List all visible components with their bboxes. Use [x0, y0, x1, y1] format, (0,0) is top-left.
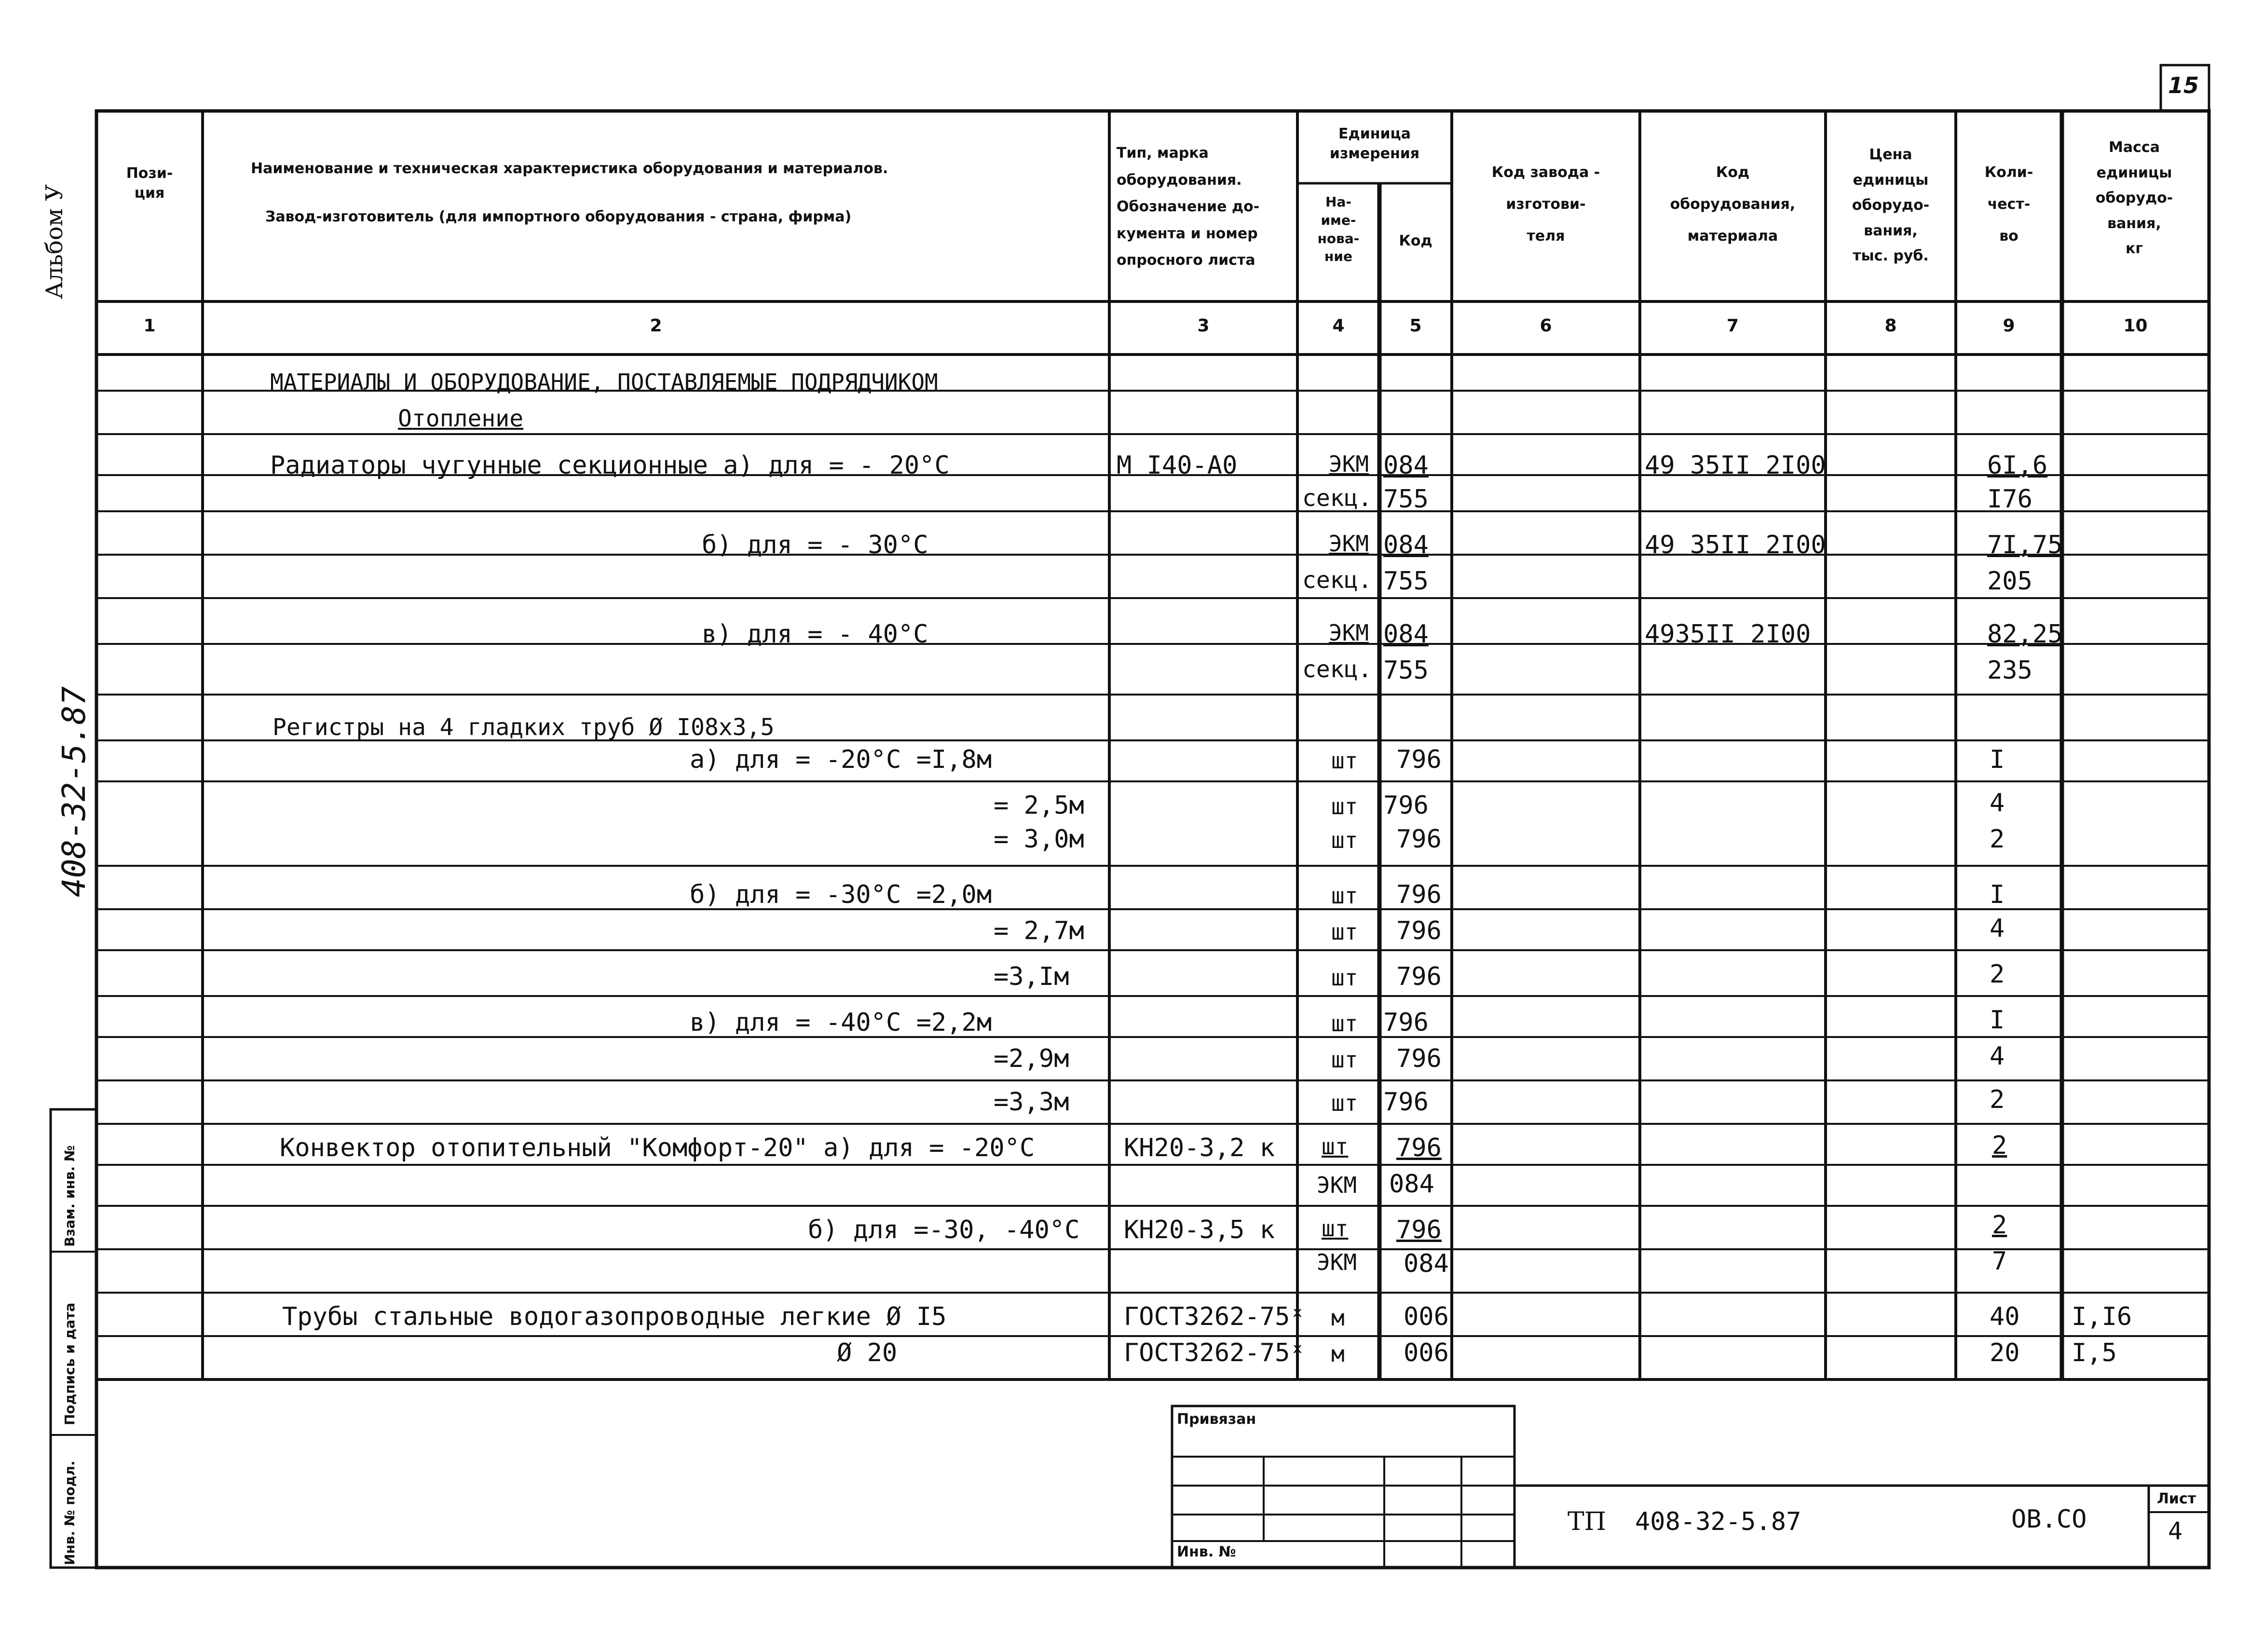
- row-code-10: 796: [1383, 791, 1429, 820]
- row-name-6: в) для = - 40°С: [702, 620, 928, 649]
- row-code-12: 796: [1396, 880, 1442, 909]
- stamp-signature-date: Подпись и дата: [62, 1302, 78, 1425]
- row-qty-2: 6I,6: [1987, 451, 2048, 480]
- row-code-3: 755: [1383, 485, 1429, 514]
- column-number-2: 2: [650, 316, 662, 336]
- column-number-4: 4: [1332, 316, 1345, 336]
- row-code-5: 755: [1383, 567, 1429, 596]
- row-qty-7: 235: [1987, 656, 2032, 685]
- row-mcode-2: 49 35II 2I00: [1645, 451, 1826, 480]
- row-unit-5: секц.: [1302, 567, 1372, 594]
- row-qty-10: 4: [1990, 789, 2005, 818]
- row-code-11: 796: [1396, 825, 1442, 854]
- row-name-11: = 3,0м: [994, 825, 1084, 854]
- row-name-10: = 2,5м: [994, 791, 1084, 820]
- row-code-22: 006: [1404, 1302, 1449, 1331]
- row-code-2: 084: [1383, 451, 1429, 480]
- stamp-replace-inv: Взам. инв. №: [62, 1145, 78, 1247]
- row-qty-16: 4: [1990, 1042, 2005, 1071]
- row-qty-9: I: [1990, 745, 2005, 774]
- row-name-17: =3,3м: [994, 1088, 1069, 1117]
- row-name-16: =2,9м: [994, 1044, 1069, 1073]
- row-unit-15: шт: [1331, 1010, 1358, 1037]
- row-name-13: = 2,7м: [994, 916, 1084, 945]
- row-qty-13: 4: [1990, 914, 2005, 943]
- row-name-9: а) для = -20°С =I,8м: [690, 745, 992, 774]
- header-name-line1: Наименование и техническая характеристика оборудования и материалов.: [251, 160, 888, 177]
- row-code-16: 796: [1396, 1044, 1442, 1073]
- row-qty-15: I: [1990, 1006, 2005, 1035]
- column-number-6: 6: [1540, 316, 1552, 336]
- column-number-10: 10: [2123, 316, 2148, 336]
- row-qty-5: 205: [1987, 567, 2032, 596]
- column-number-7: 7: [1726, 316, 1739, 336]
- row-type-22: ГОСТ3262-75ˣ: [1124, 1302, 1305, 1331]
- header-name-line2: Завод-изготовитель (для импортного оборудования - страна, фирма): [265, 208, 852, 225]
- row-name-12: б) для = -30°С =2,0м: [690, 880, 992, 909]
- subsection-title: Отопление: [398, 405, 524, 432]
- header-price: Цена единицы оборудо- вания, тыс. руб.: [1852, 146, 1930, 264]
- row-mass-23: I,5: [2072, 1338, 2117, 1367]
- row-name-14: =3,Iм: [994, 962, 1069, 991]
- row-name-8: Регистры на 4 гладких труб Ø I08х3,5: [273, 714, 775, 741]
- row-qty-6: 82,25: [1987, 620, 2063, 649]
- row-code-19: 084: [1389, 1170, 1434, 1199]
- row-unit-2: ЭКМ: [1329, 451, 1369, 477]
- row-qty-14: 2: [1990, 960, 2005, 989]
- row-code-23: 006: [1404, 1338, 1449, 1367]
- row-name-22: Трубы стальные водогазопроводные легкие Ø I5: [282, 1302, 947, 1331]
- row-unit-22: м: [1331, 1305, 1345, 1331]
- row-qty-4: 7I,75: [1987, 531, 2063, 560]
- header-quantity: Коли- чест- во: [1984, 164, 2033, 245]
- row-unit-12: шт: [1331, 883, 1358, 909]
- header-factory-code: Код завода - изготови- теля: [1491, 164, 1600, 245]
- title-privyazan: Привязан: [1177, 1411, 1256, 1428]
- row-name-18: Конвектор отопительный "Комфорт-20" а) для = -20°С: [280, 1133, 1035, 1162]
- row-qty-23: 20: [1990, 1338, 2020, 1367]
- row-qty-22: 40: [1990, 1302, 2020, 1331]
- row-unit-7: секц.: [1302, 656, 1372, 683]
- corner-page-number: 15: [2168, 72, 2199, 98]
- row-unit-11: шт: [1331, 827, 1358, 853]
- row-mcode-6: 4935II 2I00: [1645, 620, 1811, 649]
- row-unit-10: шт: [1331, 793, 1358, 819]
- album-label: Альбом У: [41, 184, 68, 299]
- header-mass: Масса единицы оборудо- вания, кг: [2095, 139, 2173, 257]
- row-code-18: 796: [1396, 1133, 1442, 1162]
- row-code-21: 084: [1404, 1249, 1449, 1278]
- title-doc-code: 408-32-5.87: [1635, 1507, 1801, 1536]
- row-qty-18: 2: [1992, 1131, 2007, 1160]
- row-mass-22: I,I6: [2072, 1302, 2132, 1331]
- header-unit: Единица измерения: [1329, 125, 1420, 162]
- header-unit-name: На- име- нова- ние: [1317, 194, 1360, 265]
- row-unit-18: шт: [1322, 1133, 1349, 1160]
- row-unit-3: секц.: [1302, 485, 1372, 512]
- column-number-5: 5: [1409, 316, 1422, 336]
- row-code-6: 084: [1383, 620, 1429, 649]
- row-unit-14: шт: [1331, 965, 1358, 991]
- row-code-4: 084: [1383, 531, 1429, 560]
- row-code-20: 796: [1396, 1215, 1442, 1244]
- column-number-3: 3: [1197, 316, 1210, 336]
- title-sheet-number: 4: [2168, 1517, 2183, 1545]
- title-sheet-label: Лист: [2157, 1490, 2196, 1507]
- row-unit-21: ЭКМ: [1317, 1249, 1357, 1275]
- row-name-20: б) для =-30, -40°С: [808, 1215, 1080, 1244]
- row-qty-3: I76: [1987, 485, 2032, 514]
- row-unit-4: ЭКМ: [1329, 531, 1369, 557]
- row-code-14: 796: [1396, 962, 1442, 991]
- row-type-18: КН20-3,2 к: [1124, 1133, 1275, 1162]
- row-code-7: 755: [1383, 656, 1429, 685]
- row-unit-6: ЭКМ: [1329, 620, 1369, 646]
- row-type-2: М I40-А0: [1117, 451, 1238, 480]
- row-unit-13: шт: [1331, 919, 1358, 945]
- row-mcode-4: 49 35II 2I00: [1645, 531, 1826, 560]
- row-qty-20: 2: [1992, 1211, 2007, 1240]
- row-qty-21: 7: [1992, 1247, 2007, 1276]
- stamp-inv-orig: Инв. № подл.: [62, 1461, 78, 1565]
- row-name-4: б) для = - 30°С: [702, 531, 928, 560]
- row-type-23: ГОСТ3262-75ˣ: [1124, 1338, 1305, 1367]
- side-code: 408-32-5.87: [55, 686, 93, 897]
- row-code-13: 796: [1396, 916, 1442, 945]
- header-material-code: Код оборудования, материала: [1670, 164, 1796, 245]
- row-unit-9: шт: [1331, 748, 1358, 774]
- row-unit-17: шт: [1331, 1090, 1358, 1116]
- header-position: Пози- ция: [126, 165, 173, 202]
- row-unit-16: шт: [1331, 1047, 1358, 1073]
- section-title: МАТЕРИАЛЫ И ОБОРУДОВАНИЕ, ПОСТАВЛЯЕМЫЕ ПОДРЯДЧИКОМ: [270, 369, 938, 395]
- row-qty-11: 2: [1990, 825, 2005, 854]
- title-doc-prefix: ТП: [1568, 1507, 1607, 1536]
- column-number-1: 1: [143, 316, 156, 336]
- title-section: ОВ.СО: [2011, 1505, 2087, 1534]
- row-unit-19: ЭКМ: [1317, 1172, 1357, 1198]
- header-unit-code: Код: [1399, 232, 1432, 249]
- row-name-15: в) для = -40°С =2,2м: [690, 1008, 992, 1037]
- column-number-8: 8: [1884, 316, 1897, 336]
- row-code-9: 796: [1396, 745, 1442, 774]
- row-code-15: 796: [1383, 1008, 1429, 1037]
- row-unit-20: шт: [1322, 1215, 1349, 1242]
- row-qty-17: 2: [1990, 1085, 2005, 1114]
- row-name-2: Радиаторы чугунные секционные а) для = - 20°С: [270, 451, 950, 480]
- row-qty-12: I: [1990, 880, 2005, 909]
- row-type-20: КН20-3,5 к: [1124, 1215, 1275, 1244]
- row-name-23: Ø 20: [837, 1338, 898, 1367]
- header-type: Тип, марка оборудования. Обозначение до- кумента и номер опросного листа: [1117, 145, 1260, 269]
- column-number-9: 9: [2003, 316, 2015, 336]
- row-code-17: 796: [1383, 1088, 1429, 1117]
- row-unit-23: м: [1331, 1341, 1345, 1367]
- title-inv-no: Инв. №: [1177, 1543, 1236, 1560]
